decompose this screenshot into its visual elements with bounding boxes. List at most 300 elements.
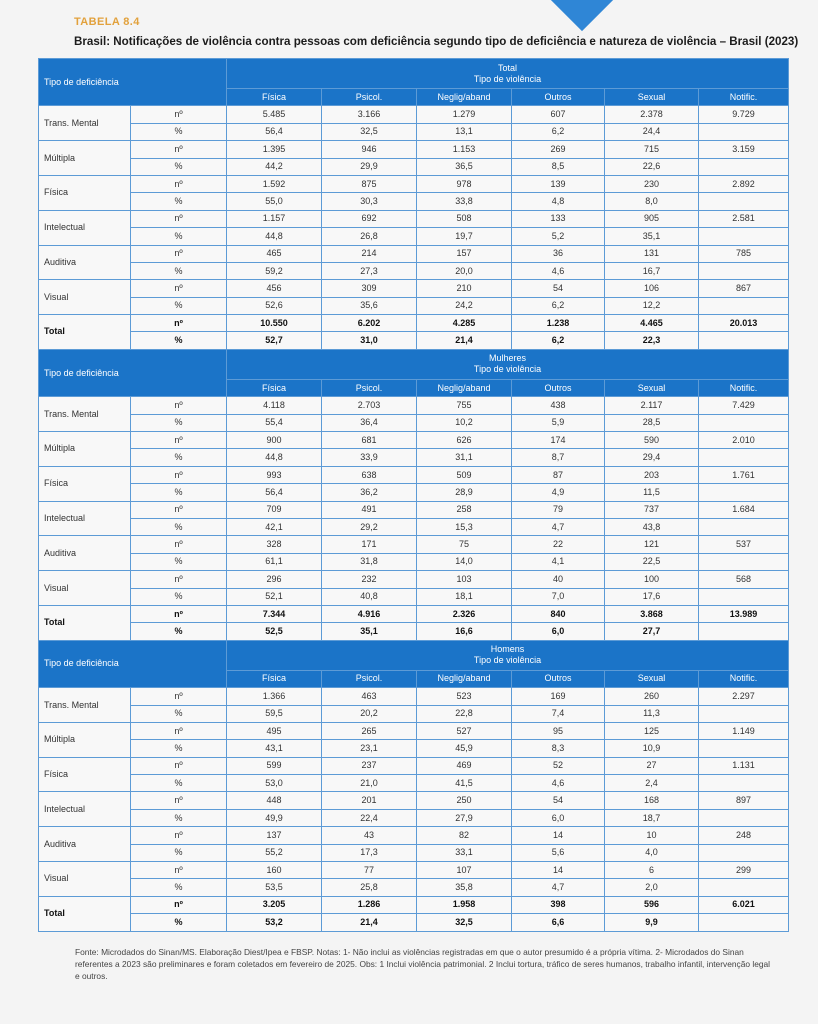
group-title: Homens (490, 644, 525, 655)
deficiency-type: Visual (39, 862, 131, 897)
pct-cell: 8,0 (605, 193, 699, 210)
unit-n: nº (131, 827, 227, 844)
pct-cell (699, 484, 789, 501)
pct-cell: 35,8 (417, 879, 512, 896)
table-row-count (39, 245, 789, 262)
count-cell: 900 (227, 432, 322, 449)
pct-cell: 14,0 (417, 553, 512, 570)
unit-n: nº (131, 245, 227, 262)
count-cell: 75 (417, 536, 512, 553)
pct-cell: 6,2 (512, 123, 605, 140)
count-cell: 248 (699, 827, 789, 844)
pct-cell: 52,1 (227, 588, 322, 605)
pct-cell: 28,5 (605, 414, 699, 431)
pct-cell (699, 705, 789, 722)
pct-cell (699, 775, 789, 792)
count-cell: 160 (227, 862, 322, 879)
count-cell: 232 (322, 571, 417, 588)
table-row-count (39, 688, 789, 705)
pct-cell: 8,7 (512, 449, 605, 466)
pct-cell: 22,5 (605, 553, 699, 570)
column-header: Notific. (699, 89, 789, 106)
table-body (39, 59, 789, 932)
count-cell: 626 (417, 432, 512, 449)
pct-cell: 8,3 (512, 740, 605, 757)
pct-cell: 6,2 (512, 297, 605, 314)
count-cell: 87 (512, 466, 605, 483)
table-row-pct (39, 484, 789, 501)
count-cell: 469 (417, 757, 512, 774)
group-title-cell (227, 59, 789, 89)
column-header: Notific. (699, 379, 789, 396)
count-cell: 638 (322, 466, 417, 483)
count-cell: 265 (322, 722, 417, 739)
column-header: Psicol. (322, 89, 417, 106)
deficiency-type: Visual (39, 280, 131, 315)
count-cell: 131 (605, 245, 699, 262)
unit-pct: % (131, 449, 227, 466)
pct-cell: 9,9 (605, 914, 699, 931)
count-cell: 568 (699, 571, 789, 588)
column-header: Física (227, 89, 322, 106)
count-cell: 508 (417, 210, 512, 227)
deficiency-type: Trans. Mental (39, 106, 131, 141)
pct-cell: 35,1 (322, 623, 417, 640)
unit-pct: % (131, 623, 227, 640)
group-header-row (39, 59, 789, 89)
unit-n: nº (131, 501, 227, 518)
count-cell: 121 (605, 536, 699, 553)
count-cell: 2.010 (699, 432, 789, 449)
count-cell: 840 (512, 605, 605, 622)
count-cell: 171 (322, 536, 417, 553)
pct-cell: 6,2 (512, 332, 605, 349)
count-cell: 993 (227, 466, 322, 483)
table-row-count (39, 862, 789, 879)
column-header: Sexual (605, 89, 699, 106)
count-cell: 6 (605, 862, 699, 879)
count-cell: 590 (605, 432, 699, 449)
count-cell: 867 (699, 280, 789, 297)
group-title-cell (227, 349, 789, 379)
total-label: Total (39, 315, 131, 350)
count-cell: 755 (417, 397, 512, 414)
pct-cell (699, 809, 789, 826)
table-row-pct (39, 775, 789, 792)
pct-cell: 13,1 (417, 123, 512, 140)
pct-cell: 4,7 (512, 518, 605, 535)
pct-cell: 2,0 (605, 879, 699, 896)
pct-cell: 35,6 (322, 297, 417, 314)
pct-cell: 24,2 (417, 297, 512, 314)
pct-cell: 5,2 (512, 228, 605, 245)
table-row-pct (39, 158, 789, 175)
pct-cell: 17,3 (322, 844, 417, 861)
count-cell: 1.366 (227, 688, 322, 705)
pct-cell: 4,0 (605, 844, 699, 861)
unit-pct: % (131, 914, 227, 931)
pct-cell: 6,0 (512, 809, 605, 826)
pct-cell: 4,6 (512, 775, 605, 792)
count-cell: 328 (227, 536, 322, 553)
count-cell: 523 (417, 688, 512, 705)
count-cell: 299 (699, 862, 789, 879)
count-cell: 36 (512, 245, 605, 262)
count-cell: 448 (227, 792, 322, 809)
unit-n: nº (131, 397, 227, 414)
pct-cell: 52,7 (227, 332, 322, 349)
table-row-pct (39, 449, 789, 466)
pct-cell: 31,0 (322, 332, 417, 349)
total-row-count (39, 315, 789, 332)
unit-pct: % (131, 414, 227, 431)
unit-n: nº (131, 722, 227, 739)
deficiency-type: Múltipla (39, 432, 131, 467)
pct-cell: 45,9 (417, 740, 512, 757)
count-cell: 52 (512, 757, 605, 774)
pct-cell: 25,8 (322, 879, 417, 896)
data-table-container (38, 58, 788, 932)
pct-cell: 52,5 (227, 623, 322, 640)
count-cell: 3.159 (699, 141, 789, 158)
unit-n: nº (131, 688, 227, 705)
count-cell: 230 (605, 175, 699, 192)
pct-cell: 17,6 (605, 588, 699, 605)
pct-cell: 24,4 (605, 123, 699, 140)
count-cell: 250 (417, 792, 512, 809)
pct-cell: 22,3 (605, 332, 699, 349)
table-row-pct (39, 414, 789, 431)
unit-n: nº (131, 862, 227, 879)
pct-cell: 12,2 (605, 297, 699, 314)
table-row-pct (39, 518, 789, 535)
pct-cell: 56,4 (227, 123, 322, 140)
deficiency-type: Auditiva (39, 827, 131, 862)
pct-cell: 7,4 (512, 705, 605, 722)
pct-cell (699, 740, 789, 757)
count-cell: 2.326 (417, 605, 512, 622)
column-header: Outros (512, 670, 605, 687)
source-footnote: Fonte: Microdados do Sinan/MS. Elaboração Diest/Ipea e FBSP. Notas: 1- Não inclui as violências registradas em que o autor presumido é a própria vítima. 2- Microdados do Sinan referentes a 2023 são preliminares e foram coletados em fevereiro de 2025. Obs: 1 Inclui violência patrimonial. 2 Inclui tortura, tráfico de seres humanos, trabalho infantil, intervenção legal e outros. (75, 947, 771, 981)
count-cell: 1.131 (699, 757, 789, 774)
pct-cell: 4,1 (512, 553, 605, 570)
pct-cell: 4,7 (512, 879, 605, 896)
deficiency-type: Intelectual (39, 501, 131, 536)
count-cell: 4.285 (417, 315, 512, 332)
pct-cell: 21,0 (322, 775, 417, 792)
table-row-pct (39, 123, 789, 140)
unit-pct: % (131, 740, 227, 757)
count-cell: 54 (512, 792, 605, 809)
table-row-count (39, 571, 789, 588)
pct-cell: 55,4 (227, 414, 322, 431)
count-cell: 22 (512, 536, 605, 553)
count-cell: 157 (417, 245, 512, 262)
table-row-pct (39, 588, 789, 605)
table-row-count (39, 141, 789, 158)
count-cell: 438 (512, 397, 605, 414)
table-row-count (39, 175, 789, 192)
pct-cell: 6,6 (512, 914, 605, 931)
count-cell: 1.286 (322, 896, 417, 913)
pct-cell: 11,3 (605, 705, 699, 722)
count-cell: 527 (417, 722, 512, 739)
pct-cell: 16,6 (417, 623, 512, 640)
count-cell: 946 (322, 141, 417, 158)
pct-cell: 4,8 (512, 193, 605, 210)
pct-cell: 18,1 (417, 588, 512, 605)
column-header: Psicol. (322, 379, 417, 396)
count-cell: 1.279 (417, 106, 512, 123)
count-cell: 77 (322, 862, 417, 879)
unit-n: nº (131, 792, 227, 809)
pct-cell: 55,0 (227, 193, 322, 210)
unit-pct: % (131, 123, 227, 140)
pct-cell (699, 414, 789, 431)
count-cell: 237 (322, 757, 417, 774)
unit-n: nº (131, 210, 227, 227)
count-cell: 3.166 (322, 106, 417, 123)
pct-cell: 16,7 (605, 262, 699, 279)
table-row-count (39, 501, 789, 518)
deficiency-type: Intelectual (39, 210, 131, 245)
pct-cell: 10,2 (417, 414, 512, 431)
violence-notifications-table (38, 58, 789, 932)
pct-cell: 36,2 (322, 484, 417, 501)
count-cell: 7.344 (227, 605, 322, 622)
count-cell: 3.868 (605, 605, 699, 622)
unit-pct: % (131, 193, 227, 210)
deficiency-type: Múltipla (39, 722, 131, 757)
pct-cell (699, 623, 789, 640)
pct-cell (699, 228, 789, 245)
count-cell: 978 (417, 175, 512, 192)
pct-cell: 20,0 (417, 262, 512, 279)
pct-cell: 36,4 (322, 414, 417, 431)
count-cell: 737 (605, 501, 699, 518)
pct-cell: 32,5 (417, 914, 512, 931)
pct-cell: 43,1 (227, 740, 322, 757)
pct-cell (699, 588, 789, 605)
pct-cell: 7,0 (512, 588, 605, 605)
count-cell: 509 (417, 466, 512, 483)
count-cell: 106 (605, 280, 699, 297)
deficiency-type: Física (39, 466, 131, 501)
count-cell: 465 (227, 245, 322, 262)
table-row-pct (39, 879, 789, 896)
table-row-count (39, 466, 789, 483)
count-cell: 107 (417, 862, 512, 879)
group-header-row (39, 640, 789, 670)
count-cell: 692 (322, 210, 417, 227)
count-cell: 137 (227, 827, 322, 844)
count-cell: 10.550 (227, 315, 322, 332)
unit-n: nº (131, 315, 227, 332)
violence-type-subtitle: Tipo de violência (473, 655, 542, 666)
unit-pct: % (131, 297, 227, 314)
unit-pct: % (131, 588, 227, 605)
pct-cell: 10,9 (605, 740, 699, 757)
pct-cell: 29,2 (322, 518, 417, 535)
count-cell: 1.395 (227, 141, 322, 158)
table-title: Brasil: Notificações de violência contra pessoas com deficiência segundo tipo de deficiência e natureza de violência – Brasil (2023) (74, 35, 799, 48)
deficiency-type: Trans. Mental (39, 397, 131, 432)
pct-cell: 53,5 (227, 879, 322, 896)
pct-cell: 6,0 (512, 623, 605, 640)
pct-cell (699, 193, 789, 210)
count-cell: 20.013 (699, 315, 789, 332)
pct-cell: 36,5 (417, 158, 512, 175)
column-header: Sexual (605, 379, 699, 396)
deficiency-type: Intelectual (39, 792, 131, 827)
count-cell: 95 (512, 722, 605, 739)
count-cell: 3.205 (227, 896, 322, 913)
column-header: Notific. (699, 670, 789, 687)
count-cell: 709 (227, 501, 322, 518)
count-cell: 214 (322, 245, 417, 262)
column-header: Física (227, 379, 322, 396)
unit-pct: % (131, 844, 227, 861)
pct-cell: 22,4 (322, 809, 417, 826)
total-row-pct (39, 332, 789, 349)
count-cell: 125 (605, 722, 699, 739)
unit-n: nº (131, 175, 227, 192)
pct-cell: 4,9 (512, 484, 605, 501)
pct-cell: 23,1 (322, 740, 417, 757)
pct-cell: 41,5 (417, 775, 512, 792)
count-cell: 905 (605, 210, 699, 227)
unit-n: nº (131, 106, 227, 123)
pct-cell: 22,8 (417, 705, 512, 722)
count-cell: 14 (512, 827, 605, 844)
unit-n: nº (131, 896, 227, 913)
table-row-count (39, 280, 789, 297)
count-cell: 201 (322, 792, 417, 809)
corner-accent (551, 0, 613, 31)
pct-cell: 20,2 (322, 705, 417, 722)
count-cell: 2.297 (699, 688, 789, 705)
pct-cell: 5,6 (512, 844, 605, 861)
pct-cell: 33,9 (322, 449, 417, 466)
group-title: Total (498, 62, 518, 73)
count-cell: 27 (605, 757, 699, 774)
count-cell: 1.238 (512, 315, 605, 332)
pct-cell: 28,9 (417, 484, 512, 501)
pct-cell: 2,4 (605, 775, 699, 792)
unit-n: nº (131, 757, 227, 774)
count-cell: 537 (699, 536, 789, 553)
pct-cell (699, 449, 789, 466)
pct-cell: 33,1 (417, 844, 512, 861)
deficiency-type: Trans. Mental (39, 688, 131, 723)
count-cell: 203 (605, 466, 699, 483)
table-row-pct (39, 193, 789, 210)
unit-pct: % (131, 705, 227, 722)
unit-n: nº (131, 432, 227, 449)
pct-cell: 15,3 (417, 518, 512, 535)
count-cell: 2.892 (699, 175, 789, 192)
count-cell: 79 (512, 501, 605, 518)
total-label: Total (39, 896, 131, 931)
count-cell: 54 (512, 280, 605, 297)
count-cell: 785 (699, 245, 789, 262)
pct-cell (699, 262, 789, 279)
unit-pct: % (131, 809, 227, 826)
pct-cell: 29,4 (605, 449, 699, 466)
count-cell: 897 (699, 792, 789, 809)
count-cell: 5.485 (227, 106, 322, 123)
table-row-pct (39, 262, 789, 279)
pct-cell: 33,8 (417, 193, 512, 210)
row-label-header: Tipo de deficiência (39, 349, 227, 396)
count-cell: 100 (605, 571, 699, 588)
count-cell: 1.958 (417, 896, 512, 913)
count-cell: 82 (417, 827, 512, 844)
count-cell: 1.592 (227, 175, 322, 192)
unit-n: nº (131, 605, 227, 622)
count-cell: 309 (322, 280, 417, 297)
count-cell: 40 (512, 571, 605, 588)
pct-cell (699, 123, 789, 140)
pct-cell: 27,9 (417, 809, 512, 826)
count-cell: 169 (512, 688, 605, 705)
table-label: TABELA 8.4 (74, 16, 140, 28)
unit-n: nº (131, 536, 227, 553)
pct-cell: 4,6 (512, 262, 605, 279)
count-cell: 2.581 (699, 210, 789, 227)
pct-cell: 30,3 (322, 193, 417, 210)
table-row-pct (39, 705, 789, 722)
table-row-pct (39, 740, 789, 757)
pct-cell: 44,8 (227, 449, 322, 466)
table-row-count (39, 106, 789, 123)
pct-cell: 11,5 (605, 484, 699, 501)
count-cell: 1.149 (699, 722, 789, 739)
column-header: Outros (512, 89, 605, 106)
unit-pct: % (131, 879, 227, 896)
pct-cell: 53,0 (227, 775, 322, 792)
count-cell: 133 (512, 210, 605, 227)
column-header: Outros (512, 379, 605, 396)
table-row-pct (39, 809, 789, 826)
pct-cell: 42,1 (227, 518, 322, 535)
deficiency-type: Múltipla (39, 141, 131, 176)
count-cell: 596 (605, 896, 699, 913)
unit-pct: % (131, 775, 227, 792)
count-cell: 9.729 (699, 106, 789, 123)
count-cell: 715 (605, 141, 699, 158)
table-row-count (39, 397, 789, 414)
violence-type-subtitle: Tipo de violência (473, 73, 542, 84)
pct-cell (699, 553, 789, 570)
column-header: Neglig/aband (417, 379, 512, 396)
pct-cell: 19,7 (417, 228, 512, 245)
group-title-cell (227, 640, 789, 670)
unit-n: nº (131, 280, 227, 297)
pct-cell (699, 518, 789, 535)
table-row-count (39, 432, 789, 449)
unit-n: nº (131, 466, 227, 483)
row-label-header: Tipo de deficiência (39, 640, 227, 687)
deficiency-type: Visual (39, 571, 131, 606)
count-cell: 6.202 (322, 315, 417, 332)
count-cell: 2.117 (605, 397, 699, 414)
count-cell: 607 (512, 106, 605, 123)
count-cell: 258 (417, 501, 512, 518)
deficiency-type: Física (39, 175, 131, 210)
table-row-count (39, 827, 789, 844)
count-cell: 463 (322, 688, 417, 705)
